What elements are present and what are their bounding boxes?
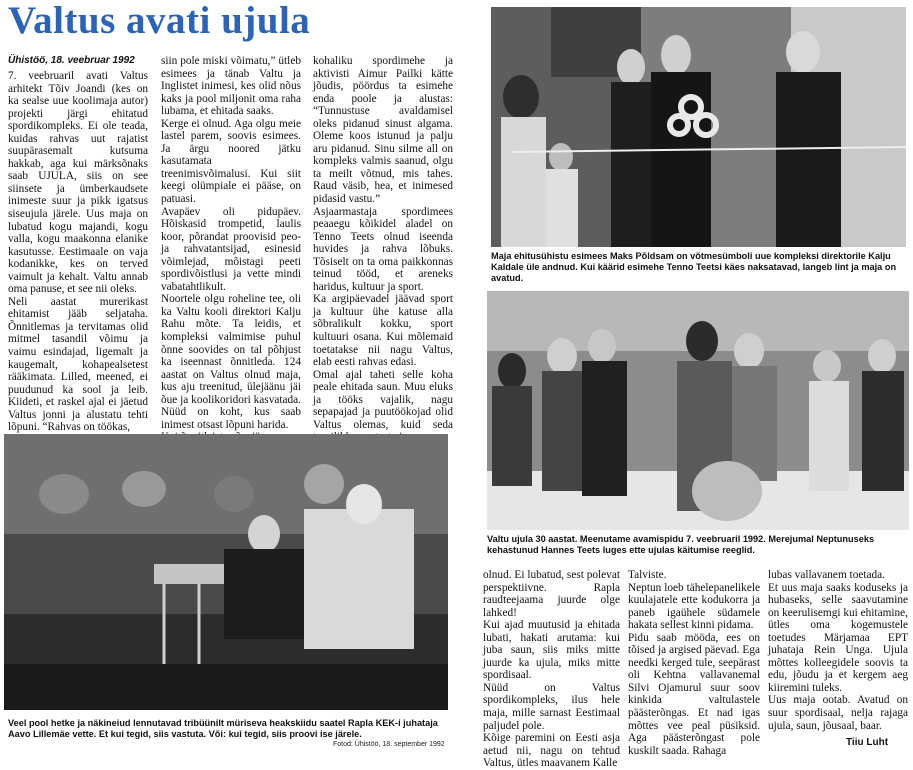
- photo-credit: Fotod: Ühistöö, 18. september 1992: [333, 741, 445, 748]
- column-3-text: kohaliku spordimehe ja aktivisti Aimur Pailki kätte jõudis, pöördus ta esimehe enda poole ja alustas: “Tunnustuse avaldamisel oleks pidanud sinust algama. Oleme koos istunud ja palju aru pidanud. Sinu silme all on kompleks valmis saanud, olgu ta meilt võtnud, mis tahes. Raud väsib, hea, et inimesed pidasid vastu.” Asjaarmastaja spordimees peaaegu kõikidel aladel on Tenno Teets olnud iseenda huvides ja rahva lõbuks. Tõsiselt on ta oma paikkonnas teinud tööd, et areneks haridus, kultuur ja sport. Ka argipäevadel jäävad sport ja kultuur ühe katuse alla sõbralikult kokku, sport kultuuri osana. Kui mõlemaid toetatakse nii nagu Valtus, elab eesti rahvas edasi. Omal ajal taheti selle koha peale ehitada saun. Muu eluks ja tööks vajalik, nagu sepapajad ja puutöökojad olid Valtus olemas, kuid seda: [313, 55, 453, 431]
- article-column-2: [161, 55, 301, 432]
- article-column-3: [313, 55, 453, 432]
- photo-pool: [4, 434, 448, 710]
- column-6-text: lubas vallavanem toetada. Et uus maja saaks koduseks ja hubaseks, selle saavutamine on keerulisemgi kui ehitamine, ütles oma kogemustele toetudes Märjamaa EPT juhataja Rein Unga. Ujula mõttes kolleegidele soovis ta edu, jõudu ja et kergem aeg kiiremini tuleks. Uus maja ootab. Avatud on suur spordisaal, nelja rajaga ujula, saun, jõusaal, baar.: [768, 569, 908, 732]
- caption-neptune: Valtu ujula 30 aastat. Meenutame avamispidu 7. veebruaril 1992. Merejumal Neptunuseks kehastunud Hannes Teets luges ette ujulas käitumise reeglid.: [487, 534, 875, 556]
- article-column-1: [8, 70, 148, 432]
- column-4-text: olnud. Ei lubatud, sest polevat perspektiivne. Rapla raudteejaama juurde olge lahked! Kui ajad muutusid ja ehitada lubati, hakati arutama: kui juba saun, siis miks mitte juurde ka ujula, miks mitte spordisaal. Nüüd on Valtus spordikompleks, ilus hele maja, mille sarnast Eestimaal paljudel pole. Kõige paremini on Eesti asja aetud nii, nagu on tehtud Valtus, ütles maavanem Kalle: [483, 569, 620, 770]
- article-column-4: [483, 569, 620, 770]
- author-byline: Tiiu Luht: [846, 737, 889, 748]
- pool-image: [4, 434, 448, 710]
- photo-neptune: [487, 291, 909, 530]
- headline: Valtus avati ujula: [8, 0, 311, 42]
- dateline: Ühistöö, 18. veebruar 1992: [8, 55, 135, 66]
- neptune-image: [487, 291, 909, 530]
- article-column-5: [628, 569, 760, 759]
- column-2-text: siin pole miski võimatu,” ütleb esimees ja tänab Valtu ja Inglistet inimesi, kes olid nõus kaks ja pool miljonit oma raha lubama, et ehitada saaks. Kerge ei olnud. Aga olgu meie lastel parem, soovis esimees. Ja ärgu noored jätku kasutamata treenimisvõimalusi. Kui siit keegi olümpiale ei pääse, on patuasi. Avapäev oli pidupäev. Hõiskasid trompetid, laulis koor, põrandat proovisid peo- ja rahvatantsijad, esinesid võimlejad, mõistagi peeti spordivõistlusi ja vette mindi vabatahtlikult. Noortele olgu roheline tee, oli ka Valtu kooli direktori Kalju Rahu mõte. Ta leidis, et kompleksi valmimise puhul õnne soovides on tal põhjust ka iseennast õnnitleda. 124 aastat on Valtus olnud maja, kus aju treenitud, ülejäänu jäi õue ja koolikoridori kasvatada. Nüüd on koht, kus saab inimest otsast lõpuni harida.: [161, 55, 301, 431]
- photo-ribbon-cutting: [491, 7, 906, 247]
- column-1-text: 7. veebruaril avati Valtus arhitekt Tõiv Joandi (kes on ka sealse uue koolimaja autor) projekti järgi ehitatud spordikompleks. Ei ole teada, kuidas rahvas uut rajatist suupärasemalt kutsuma hakkab, aga kui märksõnaks saab UJULA, siis on see siinsete ja ümberkaudsete inimeste suur ja pikk igatsus siseujula järele. Uus maja on lubatud kogu majandi, kogu valla, kogu maakonna elanike kasutusse. Eestimaale on vaja kodanikke, kes on terved vaimult ja kehalt. Valtu annab oma panuse, et see nii oleks. Neli aastat murerikast ehitamist jääb seljataha. Õnnitlemas ja tervitamas olid mitmel tasandil võimu ja vaimu esindajad, ligemalt ja kaugemalt, kohapealsetest rääkimata. Lilled, meened, ei puudunud ka sool ja leib. Kiideti, et raskel ajal ei jäetud Valtus jonni ja alustatu tehti lõpuni. “Rahvas on töökas,: [8, 70, 148, 434]
- ribbon-cutting-image: [491, 7, 906, 247]
- caption-pool: Veel pool hetke ja näkineiud lennutavad tribüünilt müriseva heakskiidu saatel Rapla KEK-i juhataja Aavo Lillemäe vette. Et kui tegid, siis vastuta. Või: kui tegid, siis proovi ise järele.: [8, 718, 438, 740]
- caption-ribbon-cutting: Maja ehitusühistu esimees Maks Põldsam on võtmesümboli uue kompleksi direktorile Kalju Kaldale üle andnud. Kui käärid esimehe Tenno Teetsi käes naksatavad, langeb lint ja maja on avatud.: [491, 251, 897, 284]
- column-5-text: Talviste. Neptun loeb tähelepanelikele kuulajatele ette kodukorra ja paneb igaühele südamele hakata sellest kinni pidama. Pidu saab mööda, ees on tõised ja argised päevad. Ega needki kerged tule, seepärast oli Kehtna vallavanemal Silvi Ojamurul suur soov kinkida valtulastele päästerõngas. Et nad igas mõttes vee peal püsiksid. Aga päästerõngast pole kuskilt saada. Rahaga: [628, 569, 760, 757]
- article-column-6: [768, 569, 908, 749]
